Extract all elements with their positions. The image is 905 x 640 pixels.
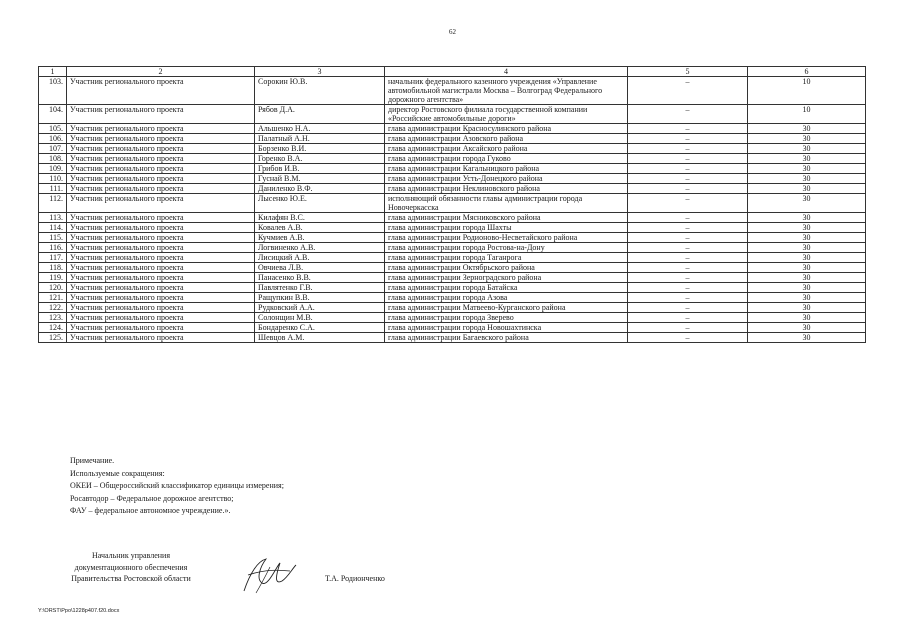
table-row	[39, 77, 866, 105]
row-role: Участник регионального проекта	[67, 263, 255, 273]
table-row	[39, 293, 866, 303]
signer-title-line: документационного обеспечения	[74, 562, 188, 572]
notes-line: Росавтодор – Федеральное дорожное агентство;	[70, 493, 234, 503]
signer-title-line: Правительства Ростовской области	[71, 574, 191, 583]
table-row	[39, 174, 866, 184]
row-unit: –	[628, 323, 748, 333]
row-person: Альшенко Н.А.	[255, 124, 385, 134]
row-unit: –	[628, 313, 748, 323]
row-unit: –	[628, 283, 748, 293]
row-person: Кучмиев А.В.	[255, 233, 385, 243]
row-role: Участник регионального проекта	[67, 283, 255, 293]
row-person: Лисицкий А.В.	[255, 253, 385, 263]
column-header: 6	[748, 67, 866, 77]
row-unit: –	[628, 194, 748, 213]
row-value: 30	[748, 124, 866, 134]
row-position: глава администрации Матвеево-Курганского района	[385, 303, 628, 313]
row-unit: –	[628, 105, 748, 124]
row-value: 30	[748, 154, 866, 164]
row-person: Даниленко В.Ф.	[255, 184, 385, 194]
handwritten-signature	[236, 553, 298, 599]
row-role: Участник регионального проекта	[67, 124, 255, 134]
row-number: 123.	[39, 313, 67, 323]
table-row	[39, 144, 866, 154]
table-row	[39, 105, 866, 124]
row-role: Участник регионального проекта	[67, 293, 255, 303]
row-number: 105.	[39, 124, 67, 134]
row-role: Участник регионального проекта	[67, 333, 255, 343]
row-person: Панасенко В.В.	[255, 273, 385, 283]
column-header: 3	[255, 67, 385, 77]
row-number: 108.	[39, 154, 67, 164]
row-unit: –	[628, 293, 748, 303]
row-role: Участник регионального проекта	[67, 144, 255, 154]
row-person: Ковалев А.В.	[255, 223, 385, 233]
row-position: директор Ростовского филиала государственной компании «Российские автомобильные дороги»	[385, 105, 628, 124]
row-number: 122.	[39, 303, 67, 313]
notes-heading: Примечание.	[70, 456, 115, 465]
row-position: глава администрации Багаевского района	[385, 333, 628, 343]
row-role: Участник регионального проекта	[67, 233, 255, 243]
row-position: глава администрации Красносулинского района	[385, 124, 628, 134]
row-unit: –	[628, 253, 748, 263]
row-person: Рябов Д.А.	[255, 105, 385, 124]
row-value: 30	[748, 174, 866, 184]
notes-line: ФАУ – федеральное автономное учреждение.».	[70, 506, 231, 515]
row-person: Сорокин Ю.В.	[255, 77, 385, 105]
row-number: 121.	[39, 293, 67, 303]
row-role: Участник регионального проекта	[67, 243, 255, 253]
signer-title	[46, 550, 216, 585]
row-position: исполняющий обязанности главы администрации города Новочеркасска	[385, 194, 628, 213]
column-header: 2	[67, 67, 255, 77]
row-value: 10	[748, 105, 866, 124]
row-value: 30	[748, 303, 866, 313]
row-role: Участник регионального проекта	[67, 194, 255, 213]
row-person: Павлятенко Г.В.	[255, 283, 385, 293]
table-row	[39, 303, 866, 313]
column-header: 5	[628, 67, 748, 77]
row-number: 106.	[39, 134, 67, 144]
row-role: Участник регионального проекта	[67, 213, 255, 223]
row-unit: –	[628, 213, 748, 223]
table-row	[39, 243, 866, 253]
row-value: 30	[748, 333, 866, 343]
table-row	[39, 273, 866, 283]
file-path: Y:\ORST\Ppo\1228p407.f20.docx	[38, 608, 120, 614]
row-position: глава администрации Родионово-Несветайского района	[385, 233, 628, 243]
row-role: Участник регионального проекта	[67, 223, 255, 233]
row-unit: –	[628, 164, 748, 174]
row-role: Участник регионального проекта	[67, 184, 255, 194]
page-number: 62	[449, 28, 456, 36]
row-value: 30	[748, 233, 866, 243]
row-number: 110.	[39, 174, 67, 184]
row-unit: –	[628, 77, 748, 105]
row-unit: –	[628, 273, 748, 283]
row-value: 30	[748, 283, 866, 293]
row-unit: –	[628, 263, 748, 273]
participants-table	[38, 66, 866, 343]
row-role: Участник регионального проекта	[67, 105, 255, 124]
table-header-row	[39, 67, 866, 77]
row-position: глава администрации города Шахты	[385, 223, 628, 233]
row-role: Участник регионального проекта	[67, 313, 255, 323]
row-person: Грибов И.В.	[255, 164, 385, 174]
row-position: глава администрации города Гуково	[385, 154, 628, 164]
row-value: 30	[748, 263, 866, 273]
row-value: 30	[748, 223, 866, 233]
table-row	[39, 263, 866, 273]
row-role: Участник регионального проекта	[67, 323, 255, 333]
row-number: 124.	[39, 323, 67, 333]
row-value: 30	[748, 253, 866, 263]
row-number: 103.	[39, 77, 67, 105]
row-person: Килафян В.С.	[255, 213, 385, 223]
signer-name: Т.А. Родионченко	[325, 574, 385, 583]
row-position: начальник федерального казенного учреждения «Управление автомобильной магистрали Москва – Волгоград Федерального дорожного агентства»	[385, 77, 628, 105]
row-role: Участник регионального проекта	[67, 134, 255, 144]
table-row	[39, 184, 866, 194]
row-number: 104.	[39, 105, 67, 124]
table-row	[39, 323, 866, 333]
row-person: Палатный А.Н.	[255, 134, 385, 144]
row-position: глава администрации Азовского района	[385, 134, 628, 144]
row-person: Ращупкин В.В.	[255, 293, 385, 303]
row-number: 116.	[39, 243, 67, 253]
row-number: 118.	[39, 263, 67, 273]
table-row	[39, 154, 866, 164]
row-position: глава администрации города Батайска	[385, 283, 628, 293]
table-row	[39, 223, 866, 233]
row-unit: –	[628, 144, 748, 154]
signer-title-line: Начальник управления	[91, 551, 171, 560]
row-position: глава администрации города Новошахтинска	[385, 323, 628, 333]
row-unit: –	[628, 303, 748, 313]
table-row	[39, 134, 866, 144]
row-role: Участник регионального проекта	[67, 77, 255, 105]
row-unit: –	[628, 134, 748, 144]
row-number: 113.	[39, 213, 67, 223]
row-value: 30	[748, 323, 866, 333]
notes	[70, 455, 284, 518]
row-value: 30	[748, 243, 866, 253]
row-number: 109.	[39, 164, 67, 174]
column-header: 4	[385, 67, 628, 77]
row-person: Лысенко Ю.Е.	[255, 194, 385, 213]
row-unit: –	[628, 154, 748, 164]
row-role: Участник регионального проекта	[67, 303, 255, 313]
row-role: Участник регионального проекта	[67, 164, 255, 174]
table-row	[39, 253, 866, 263]
row-position: глава администрации Зерноградского района	[385, 273, 628, 283]
row-person: Борзенко В.И.	[255, 144, 385, 154]
row-number: 120.	[39, 283, 67, 293]
table-row	[39, 283, 866, 293]
row-value: 30	[748, 273, 866, 283]
notes-line: ОКЕИ – Общероссийский классификатор единицы измерения;	[70, 481, 284, 490]
row-value: 30	[748, 313, 866, 323]
row-value: 30	[748, 164, 866, 174]
row-position: глава администрации Мясниковского района	[385, 213, 628, 223]
row-value: 30	[748, 184, 866, 194]
row-person: Солонщин М.В.	[255, 313, 385, 323]
row-unit: –	[628, 333, 748, 343]
row-position: глава администрации Неклиновского района	[385, 184, 628, 194]
row-unit: –	[628, 124, 748, 134]
row-number: 119.	[39, 273, 67, 283]
row-role: Участник регионального проекта	[67, 174, 255, 184]
row-number: 111.	[39, 184, 67, 194]
row-position: глава администрации Октябрьского района	[385, 263, 628, 273]
row-number: 107.	[39, 144, 67, 154]
row-number: 114.	[39, 223, 67, 233]
row-position: глава администрации Кагальницкого района	[385, 164, 628, 174]
row-value: 30	[748, 194, 866, 213]
row-number: 125.	[39, 333, 67, 343]
row-value: 10	[748, 77, 866, 105]
row-number: 115.	[39, 233, 67, 243]
table-row	[39, 233, 866, 243]
table-row	[39, 313, 866, 323]
row-person: Горенко В.А.	[255, 154, 385, 164]
row-person: Шевцов А.М.	[255, 333, 385, 343]
row-position: глава администрации города Зверево	[385, 313, 628, 323]
table-row	[39, 164, 866, 174]
row-value: 30	[748, 293, 866, 303]
row-unit: –	[628, 233, 748, 243]
table-row	[39, 124, 866, 134]
row-position: глава администрации города Азова	[385, 293, 628, 303]
row-position: глава администрации города Таганрога	[385, 253, 628, 263]
table-row	[39, 213, 866, 223]
row-position: глава администрации Усть-Донецкого района	[385, 174, 628, 184]
row-unit: –	[628, 184, 748, 194]
column-header: 1	[39, 67, 67, 77]
row-number: 112.	[39, 194, 67, 213]
row-position: глава администрации Аксайского района	[385, 144, 628, 154]
row-role: Участник регионального проекта	[67, 154, 255, 164]
row-person: Рудковский А.А.	[255, 303, 385, 313]
row-role: Участник регионального проекта	[67, 273, 255, 283]
row-unit: –	[628, 223, 748, 233]
table-row	[39, 194, 866, 213]
row-value: 30	[748, 213, 866, 223]
table-body	[39, 77, 866, 343]
row-unit: –	[628, 243, 748, 253]
row-person: Логвиненко А.В.	[255, 243, 385, 253]
row-value: 30	[748, 134, 866, 144]
notes-intro: Используемые сокращения:	[70, 468, 165, 478]
row-person: Гуснай В.М.	[255, 174, 385, 184]
table-row	[39, 333, 866, 343]
row-position: глава администрации города Ростова-на-Дону	[385, 243, 628, 253]
row-role: Участник регионального проекта	[67, 253, 255, 263]
row-person: Бондаренко С.А.	[255, 323, 385, 333]
row-unit: –	[628, 174, 748, 184]
row-person: Овчиева Л.В.	[255, 263, 385, 273]
row-number: 117.	[39, 253, 67, 263]
row-value: 30	[748, 144, 866, 154]
